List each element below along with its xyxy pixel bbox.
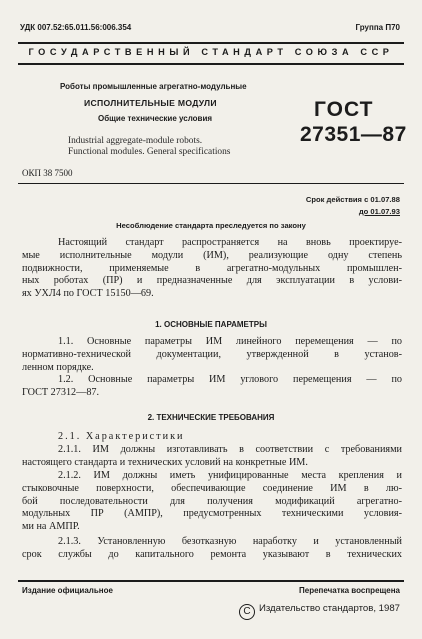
- text-line: ях УХЛ4 по ГОСТ 15150—69.: [22, 288, 154, 300]
- title-line-2: ИСПОЛНИТЕЛЬНЫЕ МОДУЛИ: [84, 98, 217, 108]
- english-title-2: Functional modules. General specifications: [68, 147, 231, 157]
- validity-line-2: до 01.07.93: [358, 207, 400, 216]
- text-line: 2.1.3. Установленную безотказную наработку и установленный: [58, 536, 402, 547]
- official-edition-note: Издание официальное: [22, 586, 113, 595]
- copyright-line: [239, 603, 400, 620]
- okp-rule: [18, 183, 404, 184]
- text-line: ми на АМПР.: [22, 521, 80, 533]
- gost-number: 27351—87: [300, 123, 407, 146]
- text-line: стыковочные поверхности, обеспечивающие соединение ИМ в лю-: [22, 482, 402, 494]
- text-line: 2.1.2. ИМ должны иметь унифицированные места крепления и: [58, 470, 402, 481]
- group-code: Группа П70: [355, 23, 400, 32]
- paragraph-1-2: [22, 374, 402, 400]
- banner-rule: [18, 63, 404, 65]
- text-line: 2.1.1. ИМ должны изготавливать в соответствии с требованиями: [58, 444, 402, 455]
- text-line: мые исполнительные модули (ИМ), реализующие одну степень: [22, 249, 402, 261]
- paragraph-2-1-1: [22, 444, 402, 470]
- title-line-1: Роботы промышленные агрегатно-модульные: [60, 82, 247, 91]
- section-2-heading: 2. ТЕХНИЧЕСКИЕ ТРЕБОВАНИЯ: [147, 413, 275, 422]
- text-line: ных роботах (ПР) и предназначенные для эксплуатации в услови-: [22, 275, 402, 287]
- paragraph-2-1-3: [22, 536, 402, 562]
- english-title-1: Industrial aggregate-module robots.: [68, 136, 203, 146]
- validity-line-1: Срок действия с 01.07.88: [305, 195, 400, 204]
- subsection-title: 2.1. Характеристики: [58, 431, 185, 442]
- gost-label: ГОСТ: [314, 98, 374, 121]
- text-line: 1.1. Основные параметры ИМ линейного перемещения — по: [58, 336, 402, 347]
- text-line: ленном порядке.: [22, 361, 94, 373]
- udk-code: УДК 007.52:65.011.56:006.354: [20, 23, 132, 32]
- paragraph-1-1: [22, 336, 402, 374]
- text-line: 1.2. Основные параметры ИМ углового перемещения — по: [58, 374, 402, 385]
- paragraph-2-1-2: [22, 470, 402, 534]
- text-line: Настоящий стандарт распространяется на вновь проектируе-: [58, 237, 402, 248]
- standard-banner: ГОСУДАРСТВЕННЫЙ СТАНДАРТ СОЮЗА ССР: [28, 47, 394, 57]
- text-line: бой последовательности для получения модификаций агрегатно-: [22, 495, 402, 507]
- text-line: настоящего стандарта и технических условий на конкретные ИМ.: [22, 456, 308, 468]
- footer-rule: [18, 580, 404, 582]
- text-line: нормативно-технической документации, утвержденной в установ-: [22, 348, 402, 360]
- intro-paragraph: [22, 237, 402, 301]
- okp-code: ОКП 38 7500: [22, 168, 73, 178]
- copyright-icon: C: [239, 604, 255, 620]
- text-line: модульных ПР (АМПР), предусмотренных техническими условия-: [22, 508, 402, 520]
- text-line: ГОСТ 27312—87.: [22, 386, 100, 398]
- subsection-2-1: [22, 431, 402, 444]
- top-rule: [18, 42, 404, 44]
- section-1-heading: 1. ОСНОВНЫЕ ПАРАМЕТРЫ: [155, 320, 267, 329]
- reprint-forbidden-note: Перепечатка воспрещена: [299, 586, 400, 595]
- copyright-text: Издательство стандартов, 1987: [258, 603, 400, 614]
- text-line: срок службы до капитального ремонта указывают в технических: [22, 548, 402, 560]
- title-line-3: Общие технические условия: [98, 114, 213, 123]
- text-line: подвижности, применяемые в агрегатно-модульных промышлен-: [22, 262, 402, 274]
- law-note: Несоблюдение стандарта преследуется по закону: [116, 221, 306, 230]
